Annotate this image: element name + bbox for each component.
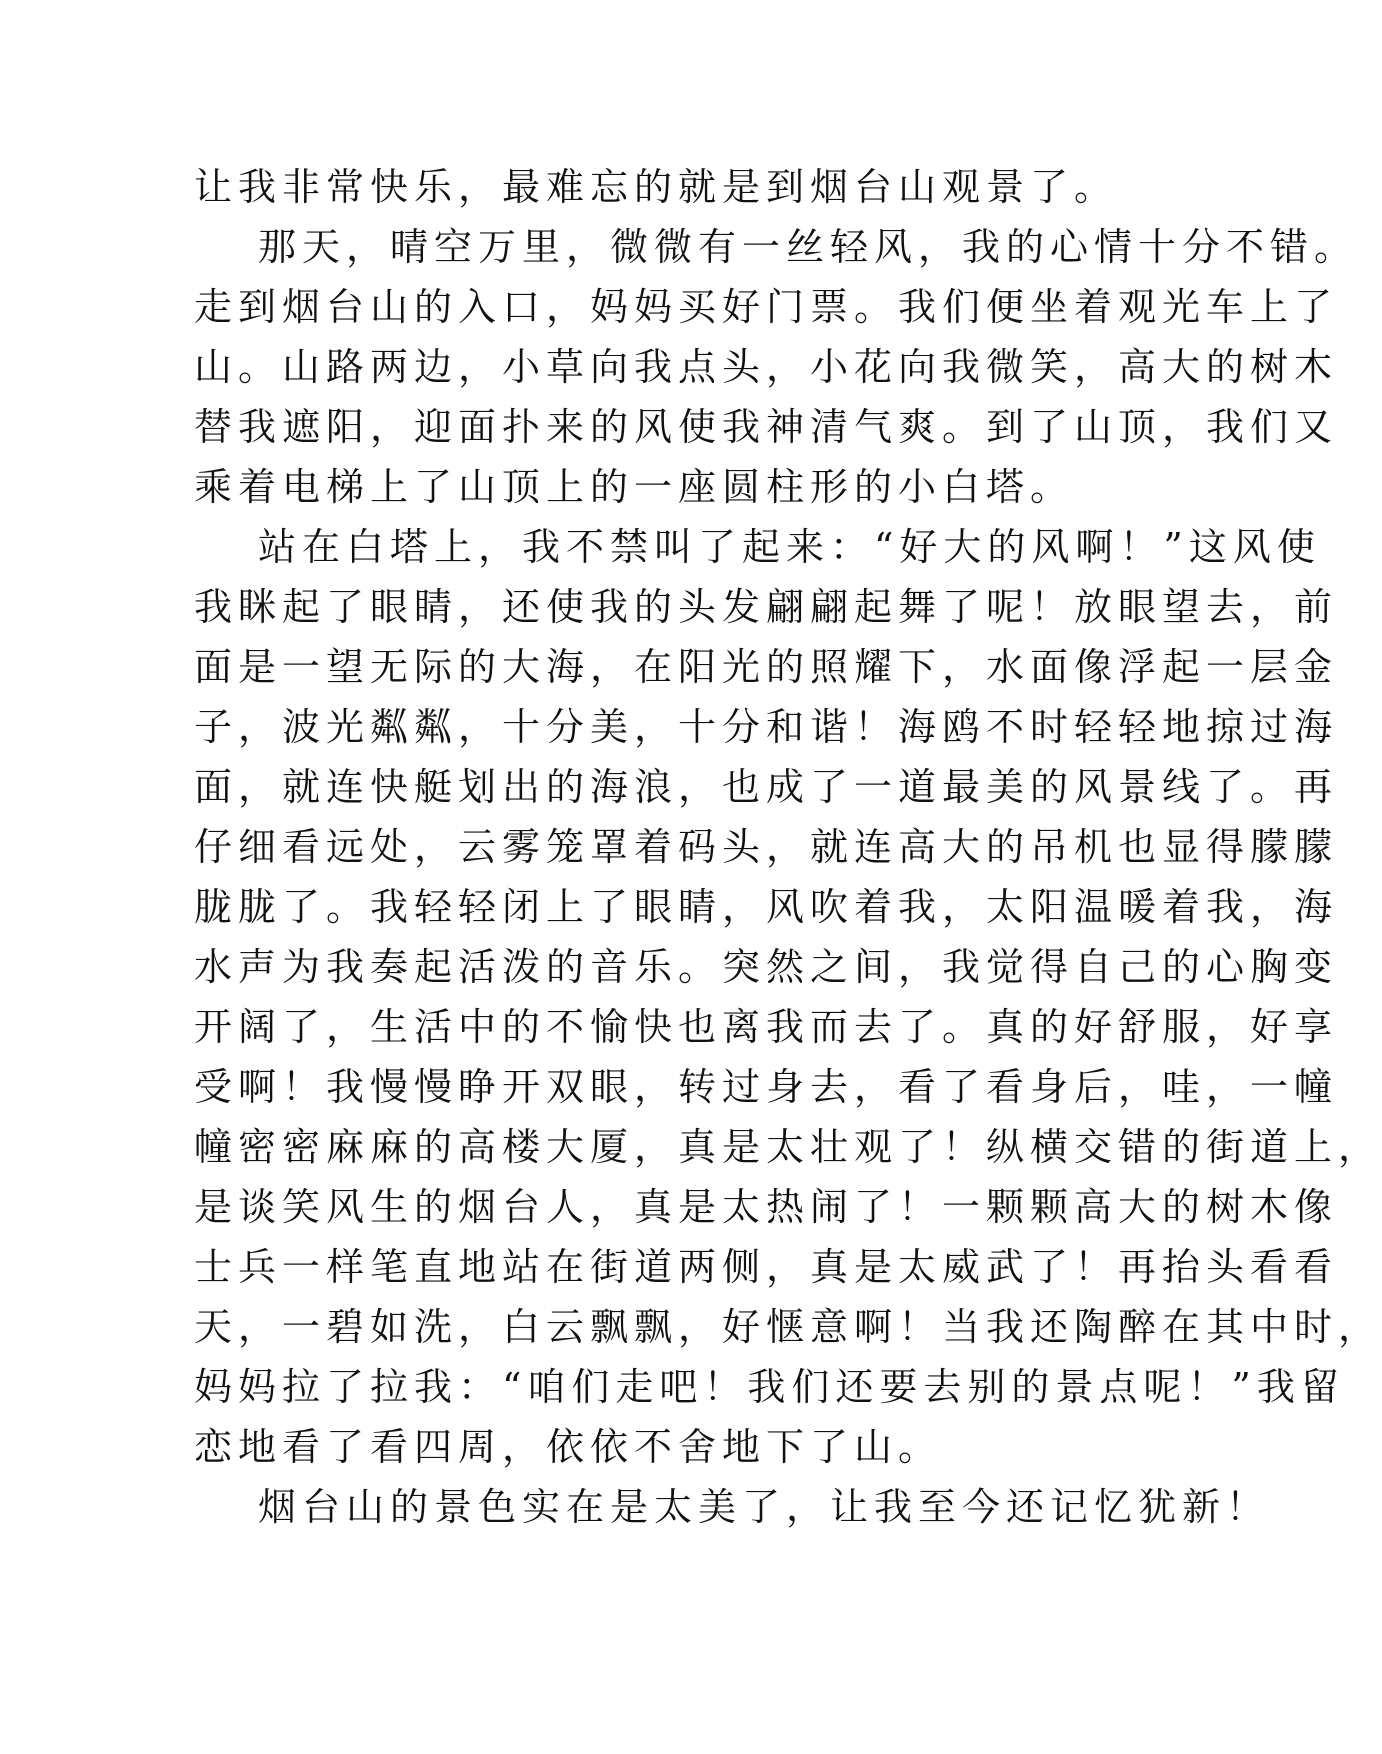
text-line: 妈妈拉了拉我：“咱们走吧！我们还要去别的景点呢！”我留: [194, 1365, 1345, 1409]
text-line: 烟台山的景色实在是太美了，让我至今还记忆犹新！: [258, 1485, 1271, 1529]
text-line: 仔细看远处，云雾笼罩着码头，就连高大的吊机也显得朦朦: [194, 825, 1339, 869]
text-line: 子，波光粼粼，十分美，十分和谐！海鸥不时轻轻地掠过海: [194, 705, 1339, 749]
text-line: 面，就连快艇划出的海浪，也成了一道最美的风景线了。再: [194, 765, 1339, 809]
text-line: 天，一碧如洗，白云飘飘，好惬意啊！当我还陶醉在其中时，: [194, 1305, 1382, 1349]
text-line: 恋地看了看四周，依依不舍地下了山。: [194, 1425, 943, 1469]
text-line: 是谈笑风生的烟台人，真是太热闹了！一颗颗高大的树木像: [194, 1185, 1339, 1229]
text-line: 士兵一样笔直地站在街道两侧，真是太威武了！再抬头看看: [194, 1245, 1339, 1289]
text-line: 面是一望无际的大海，在阳光的照耀下，水面像浮起一层金: [194, 645, 1339, 689]
text-line: 水声为我奏起活泼的音乐。突然之间，我觉得自己的心胸变: [194, 945, 1339, 989]
text-line: 受啊！我慢慢睁开双眼，转过身去，看了看身后，哇，一幢: [194, 1065, 1339, 1109]
essay-body: [194, 157, 1382, 1537]
text-line: 幢密密麻麻的高楼大厦，真是太壮观了！纵横交错的街道上，: [194, 1125, 1382, 1169]
text-line: 乘着电梯上了山顶上的一座圆柱形的小白塔。: [194, 465, 1075, 509]
text-line: 走到烟台山的入口，妈妈买好门票。我们便坐着观光车上了: [194, 285, 1339, 329]
text-line: 开阔了，生活中的不愉快也离我而去了。真的好舒服，好享: [194, 1005, 1339, 1049]
text-line: 山。山路两边，小草向我点头，小花向我微笑，高大的树木: [194, 345, 1339, 389]
text-line: 站在白塔上，我不禁叫了起来：“好大的风啊！”这风使: [258, 525, 1321, 569]
text-line: 那天，晴空万里，微微有一丝轻风，我的心情十分不错。: [258, 225, 1359, 269]
text-line: 让我非常快乐，最难忘的就是到烟台山观景了。: [194, 165, 1119, 209]
text-line: 胧胧了。我轻轻闭上了眼睛，风吹着我，太阳温暖着我，海: [194, 885, 1339, 929]
text-line: 替我遮阳，迎面扑来的风使我神清气爽。到了山顶，我们又: [194, 405, 1339, 449]
text-line: 我眯起了眼睛，还使我的头发翩翩起舞了呢！放眼望去，前: [194, 585, 1339, 629]
